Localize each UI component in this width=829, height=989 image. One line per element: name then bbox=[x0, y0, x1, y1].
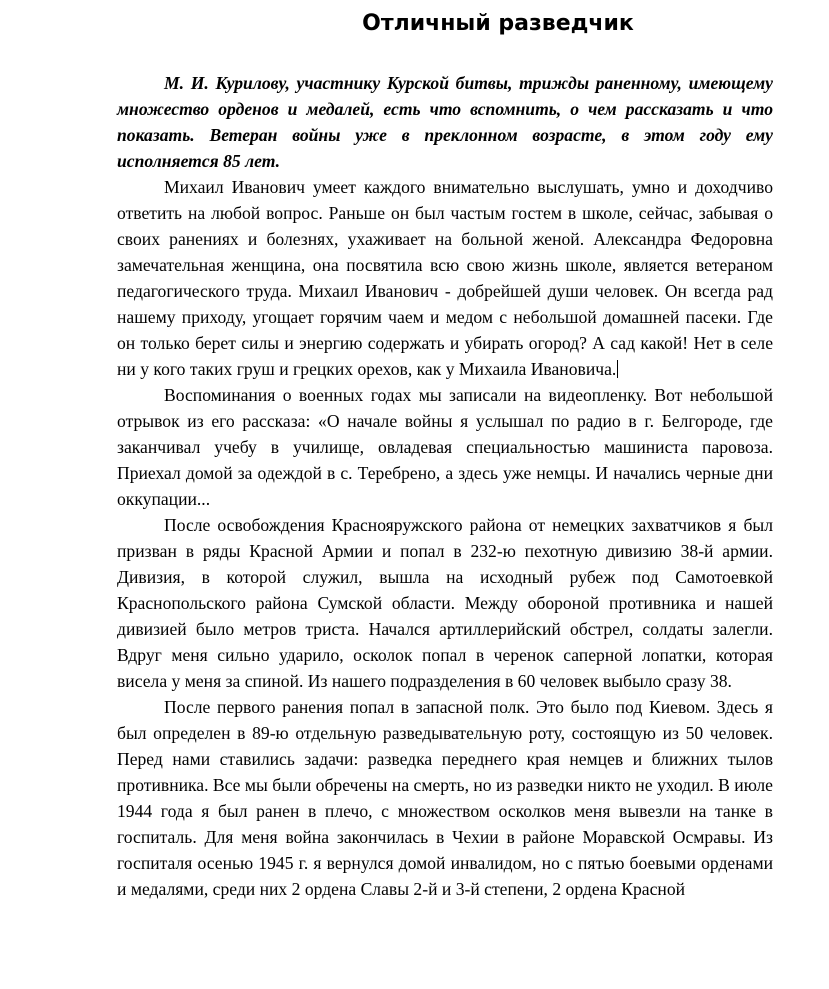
paragraph-3: После освобождения Краснояружского района от немецких захватчиков я был призван в ряды Красной Армии и попал в 232-ю пехотную дивизию 38-й армии. Дивизия, в которой служил, вышла на исходный рубеж под Самотоевкой Краснопольского района Сумской области. Между обороной противника и нашей дивизией было метров триста. Начался артиллерийский обстрел, солдаты залегли. Вдруг меня сильно ударило, осколок попал в черенок саперной лопатки, которая висела у меня за спиной. Из нашего подразделения в 60 человек выбыло сразу 38. bbox=[117, 515, 773, 691]
paragraph-4: После первого ранения попал в запасной полк. Это было под Киевом. Здесь я был определен в 89-ю отдельную разведывательную роту, состоящую из 50 человек. Перед нами ставились задачи: разведка переднего края немцев и ближних тылов противника. Все мы были обречены на смерть, но из разведки никто не уходил. В июле 1944 года я был ранен в плечо, с множеством осколков меня вывезли на танке в госпиталь. Для меня война закончилась в Чехии в районе Моравской Осмравы. Из госпиталя осенью 1945 г. я вернулся домой инвалидом, но с пятью боевыми орденами и медалями, среди них 2 ордена Славы 2-й и 3-й степени, 2 ордена Красной bbox=[117, 697, 773, 899]
paragraph-1-text: Михаил Иванович умеет каждого внимательно выслушать, умно и доходчиво ответить на любой вопрос. Раньше он был частым гостем в школе, сейчас, забывая о своих ранениях и болезнях, ухаживает на больной женой. Александра Федоровна замечательная женщина, она посвятила всю свою жизнь школе, является ветераном педагогического труда. Михаил Иванович - добрейшей души человек. Он всегда рад нашему приходу, угощает горячим чаем и медом с небольшой домашней пасеки. Где он только берет силы и энергию содержать и убирать огород? А сад какой! Нет в селе ни у кого таких груш и грецких орехов, как у Михаила Ивановича. bbox=[117, 177, 773, 379]
document-body bbox=[117, 70, 773, 902]
document-title: Отличный разведчик bbox=[362, 11, 634, 36]
lead-paragraph: М. И. Курилову, участнику Курской битвы, трижды раненному, имеющему множество орденов и медалей, есть что вспомнить, о чем рассказать и что показать. Ветеран войны уже в преклонном возрасте, в этом году ему исполняется 85 лет. bbox=[117, 73, 773, 171]
paragraph-2: Воспоминания о военных годах мы записали на видеопленку. Вот небольшой отрывок из его рассказа: «О начале войны я услышал по радио в г. Белгороде, где заканчивал учебу в училище, овладевая специальностью машиниста паровоза. Приехал домой за одеждой в с. Теребрено, а здесь уже немцы. И начались черные дни оккупации... bbox=[117, 385, 773, 509]
paragraph-1 bbox=[117, 174, 773, 382]
text-cursor bbox=[617, 360, 618, 378]
